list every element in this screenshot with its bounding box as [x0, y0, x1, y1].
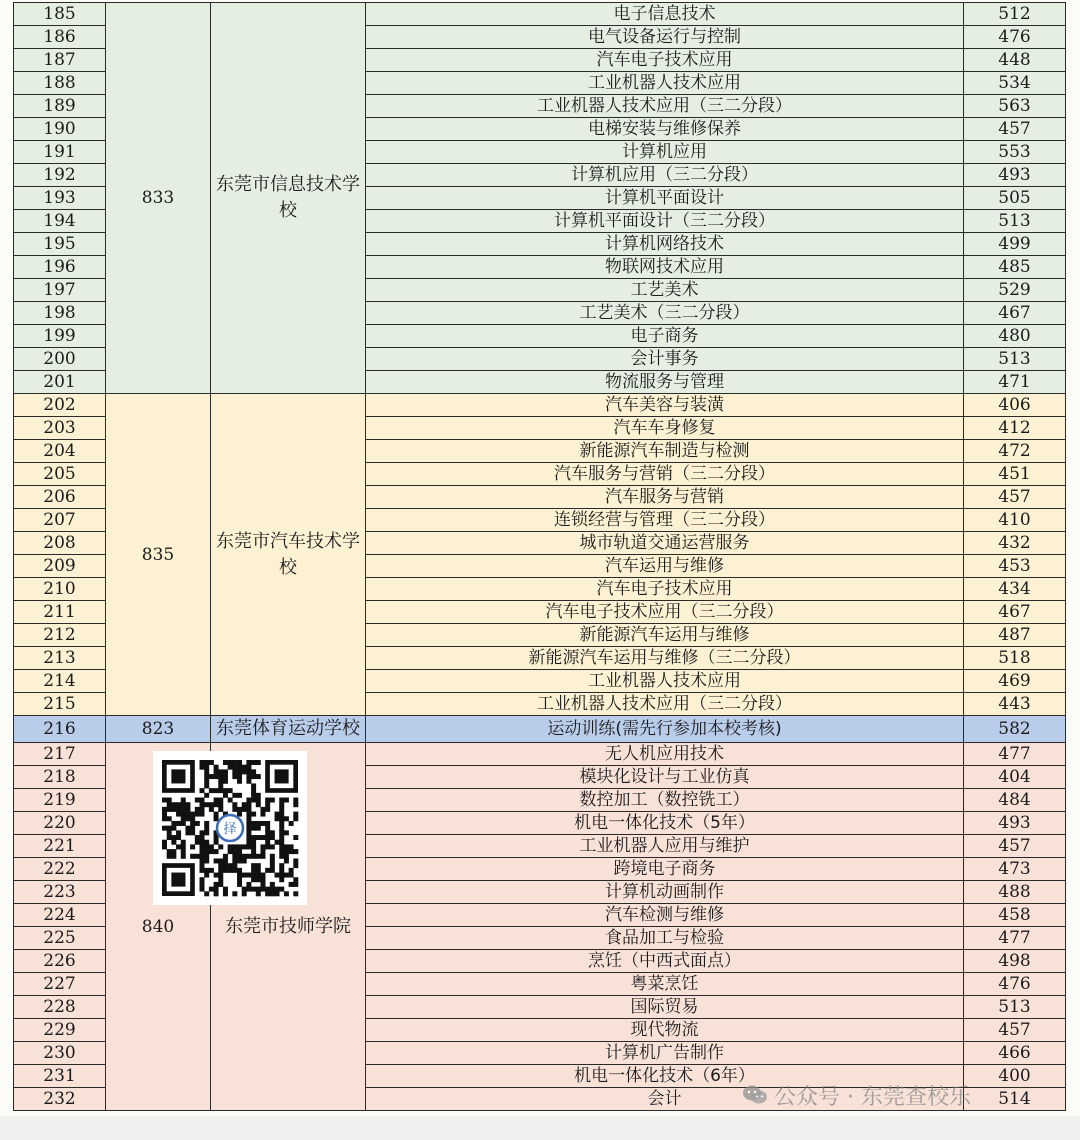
major-name: 现代物流	[366, 1019, 964, 1042]
major-name: 计算机平面设计	[366, 187, 964, 210]
major-name: 工业机器人技术应用（三二分段）	[366, 95, 964, 118]
row-number: 189	[14, 95, 106, 118]
score: 471	[964, 371, 1066, 394]
major-name: 汽车服务与营销	[366, 486, 964, 509]
score: 493	[964, 164, 1066, 187]
row-number: 229	[14, 1019, 106, 1042]
major-name: 汽车服务与营销（三二分段）	[366, 463, 964, 486]
score: 476	[964, 973, 1066, 996]
row-number: 194	[14, 210, 106, 233]
row-number: 208	[14, 532, 106, 555]
major-name: 计算机应用（三二分段）	[366, 164, 964, 187]
row-number: 214	[14, 670, 106, 693]
major-name: 汽车检测与维修	[366, 904, 964, 927]
major-name: 工业机器人技术应用	[366, 670, 964, 693]
row-number: 227	[14, 973, 106, 996]
major-name: 物联网技术应用	[366, 256, 964, 279]
score: 512	[964, 3, 1066, 26]
score: 473	[964, 858, 1066, 881]
row-number: 193	[14, 187, 106, 210]
row-number: 213	[14, 647, 106, 670]
score: 406	[964, 394, 1066, 417]
row-number: 225	[14, 927, 106, 950]
row-number: 215	[14, 693, 106, 716]
table-row	[14, 394, 1066, 417]
row-number: 191	[14, 141, 106, 164]
score: 400	[964, 1065, 1066, 1088]
major-name: 机电一体化技术（5年）	[366, 812, 964, 835]
score: 404	[964, 766, 1066, 789]
major-name: 无人机应用技术	[366, 743, 964, 766]
row-number: 186	[14, 26, 106, 49]
major-name: 烹饪（中西式面点）	[366, 950, 964, 973]
school-name: 东莞市信息技术学校	[211, 3, 366, 394]
qr-code[interactable]	[153, 751, 307, 905]
table-body	[14, 3, 1066, 1111]
row-number: 226	[14, 950, 106, 973]
row-number: 204	[14, 440, 106, 463]
score: 534	[964, 72, 1066, 95]
major-name: 模块化设计与工业仿真	[366, 766, 964, 789]
major-name: 物流服务与管理	[366, 371, 964, 394]
row-number: 203	[14, 417, 106, 440]
score: 553	[964, 141, 1066, 164]
score: 514	[964, 1088, 1066, 1111]
major-name: 工艺美术	[366, 279, 964, 302]
score: 480	[964, 325, 1066, 348]
major-name: 电子信息技术	[366, 3, 964, 26]
row-number: 231	[14, 1065, 106, 1088]
school-code: 840	[106, 743, 211, 1111]
table-row	[14, 716, 1066, 743]
major-name: 工业机器人技术应用（三二分段）	[366, 693, 964, 716]
school-code: 823	[106, 716, 211, 743]
row-number: 185	[14, 3, 106, 26]
row-number: 210	[14, 578, 106, 601]
row-number: 228	[14, 996, 106, 1019]
major-name: 机电一体化技术（6年）	[366, 1065, 964, 1088]
row-number: 196	[14, 256, 106, 279]
row-number: 230	[14, 1042, 106, 1065]
score: 432	[964, 532, 1066, 555]
major-name: 会计事务	[366, 348, 964, 371]
row-number: 202	[14, 394, 106, 417]
score: 453	[964, 555, 1066, 578]
row-number: 223	[14, 881, 106, 904]
major-name: 工业机器人应用与维护	[366, 835, 964, 858]
row-number: 199	[14, 325, 106, 348]
school-name: 东莞体育运动学校	[211, 716, 366, 743]
bottom-strip	[0, 1116, 1080, 1140]
major-name: 城市轨道交通运营服务	[366, 532, 964, 555]
major-name: 新能源汽车运用与维修	[366, 624, 964, 647]
score: 472	[964, 440, 1066, 463]
score: 513	[964, 210, 1066, 233]
row-number: 216	[14, 716, 106, 743]
score: 466	[964, 1042, 1066, 1065]
row-number: 218	[14, 766, 106, 789]
row-number: 222	[14, 858, 106, 881]
score: 451	[964, 463, 1066, 486]
row-number: 205	[14, 463, 106, 486]
score: 467	[964, 601, 1066, 624]
score: 529	[964, 279, 1066, 302]
major-name: 会计	[366, 1088, 964, 1111]
qr-code-image	[153, 751, 307, 905]
row-number: 200	[14, 348, 106, 371]
major-name: 数控加工（数控铣工）	[366, 789, 964, 812]
score: 434	[964, 578, 1066, 601]
score: 448	[964, 49, 1066, 72]
row-number: 219	[14, 789, 106, 812]
row-number: 221	[14, 835, 106, 858]
major-name: 汽车电子技术应用（三二分段）	[366, 601, 964, 624]
row-number: 217	[14, 743, 106, 766]
major-name: 汽车车身修复	[366, 417, 964, 440]
row-number: 224	[14, 904, 106, 927]
major-name: 食品加工与检验	[366, 927, 964, 950]
score: 469	[964, 670, 1066, 693]
major-name: 计算机广告制作	[366, 1042, 964, 1065]
score: 499	[964, 233, 1066, 256]
major-name: 汽车运用与维修	[366, 555, 964, 578]
score: 488	[964, 881, 1066, 904]
score: 457	[964, 486, 1066, 509]
score: 477	[964, 743, 1066, 766]
row-number: 211	[14, 601, 106, 624]
school-code: 835	[106, 394, 211, 716]
score: 467	[964, 302, 1066, 325]
watermark	[742, 1080, 971, 1112]
row-number: 207	[14, 509, 106, 532]
qr-logo-text: 择	[223, 822, 237, 837]
score: 457	[964, 1019, 1066, 1042]
score: 477	[964, 927, 1066, 950]
school-name: 东莞市技师学院	[211, 743, 366, 1111]
row-number: 192	[14, 164, 106, 187]
major-name: 电气设备运行与控制	[366, 26, 964, 49]
major-name: 新能源汽车制造与检测	[366, 440, 964, 463]
score: 513	[964, 348, 1066, 371]
major-name: 汽车电子技术应用	[366, 578, 964, 601]
major-name: 新能源汽车运用与维修（三二分段）	[366, 647, 964, 670]
admission-score-table	[13, 2, 1066, 1111]
row-number: 201	[14, 371, 106, 394]
score: 457	[964, 118, 1066, 141]
major-name: 粤菜烹饪	[366, 973, 964, 996]
score: 410	[964, 509, 1066, 532]
score: 582	[964, 716, 1066, 743]
major-name: 电子商务	[366, 325, 964, 348]
major-name: 汽车电子技术应用	[366, 49, 964, 72]
row-number: 195	[14, 233, 106, 256]
row-number: 206	[14, 486, 106, 509]
score: 513	[964, 996, 1066, 1019]
major-name: 计算机平面设计（三二分段）	[366, 210, 964, 233]
score: 505	[964, 187, 1066, 210]
score: 476	[964, 26, 1066, 49]
major-name: 连锁经营与管理（三二分段）	[366, 509, 964, 532]
score: 412	[964, 417, 1066, 440]
row-number: 190	[14, 118, 106, 141]
school-code: 833	[106, 3, 211, 394]
score: 485	[964, 256, 1066, 279]
row-number: 198	[14, 302, 106, 325]
wechat-icon	[742, 1084, 768, 1112]
score: 443	[964, 693, 1066, 716]
score: 563	[964, 95, 1066, 118]
score: 498	[964, 950, 1066, 973]
row-number: 220	[14, 812, 106, 835]
major-name: 计算机动画制作	[366, 881, 964, 904]
score: 487	[964, 624, 1066, 647]
major-name: 汽车美容与装潢	[366, 394, 964, 417]
score: 518	[964, 647, 1066, 670]
major-name: 国际贸易	[366, 996, 964, 1019]
school-name: 东莞市汽车技术学校	[211, 394, 366, 716]
row-number: 197	[14, 279, 106, 302]
row-number: 188	[14, 72, 106, 95]
major-name: 计算机应用	[366, 141, 964, 164]
score: 493	[964, 812, 1066, 835]
row-number: 187	[14, 49, 106, 72]
major-name: 工艺美术（三二分段）	[366, 302, 964, 325]
score: 457	[964, 835, 1066, 858]
score: 484	[964, 789, 1066, 812]
row-number: 209	[14, 555, 106, 578]
row-number: 232	[14, 1088, 106, 1111]
row-number: 212	[14, 624, 106, 647]
score: 458	[964, 904, 1066, 927]
major-name: 运动训练(需先行参加本校考核)	[366, 716, 964, 743]
major-name: 工业机器人技术应用	[366, 72, 964, 95]
table-row	[14, 3, 1066, 26]
major-name: 电梯安装与维修保养	[366, 118, 964, 141]
major-name: 跨境电子商务	[366, 858, 964, 881]
watermark-text: 公众号 · 东莞查校乐	[774, 1085, 971, 1110]
major-name: 计算机网络技术	[366, 233, 964, 256]
